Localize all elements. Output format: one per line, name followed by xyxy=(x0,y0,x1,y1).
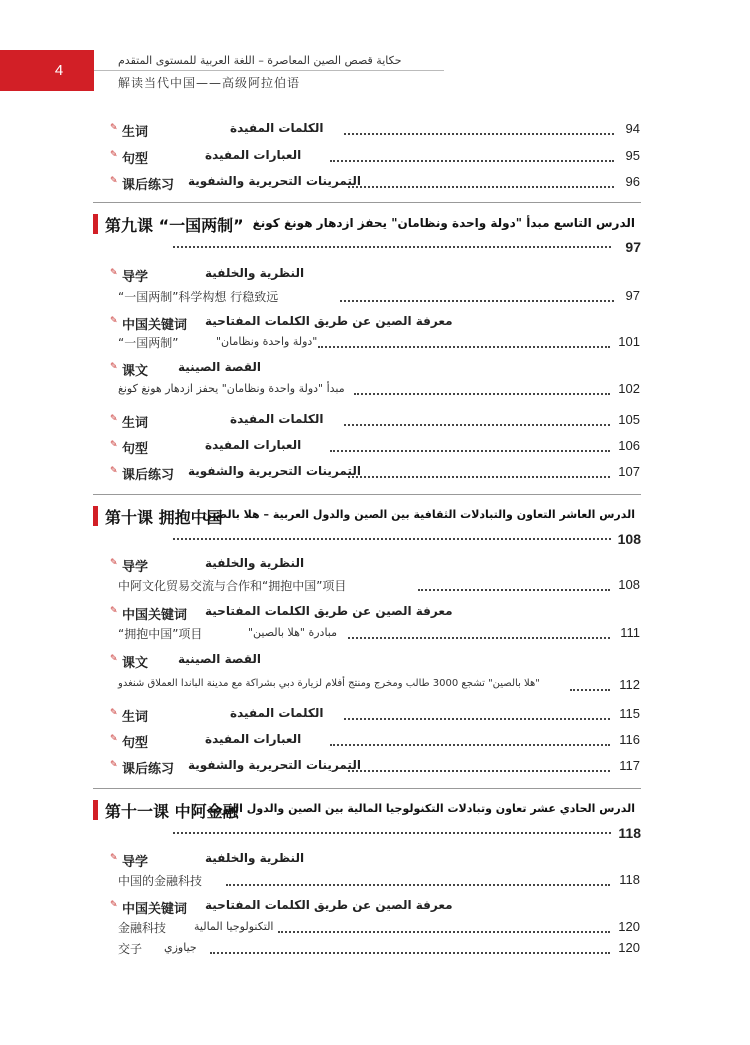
leader-dots xyxy=(340,300,614,302)
page-ref: 96 xyxy=(625,174,640,189)
header-divider xyxy=(94,70,444,71)
bullet-icon: ✎ xyxy=(110,440,118,450)
toc-row[interactable] xyxy=(110,603,640,623)
lesson-arabic-title: الدرس التاسع مبدأ "دولة واحدة ونظامان" يحفز ازدهار هونغ كونغ xyxy=(252,216,635,230)
section-zh: 课文 xyxy=(122,656,149,671)
toc-subrow[interactable] xyxy=(118,918,640,938)
leader-dots xyxy=(348,637,610,639)
entry-ar: "دولة واحدة ونظامان" xyxy=(216,335,318,348)
toc-row[interactable] xyxy=(110,757,640,777)
section-zh: 课后练习 xyxy=(122,762,175,777)
section-ar: معرفة الصين عن طريق الكلمات المفتاحية xyxy=(205,604,453,618)
toc-subrow[interactable] xyxy=(118,676,640,696)
toc-subrow[interactable] xyxy=(118,380,640,400)
section-ar: معرفة الصين عن طريق الكلمات المفتاحية xyxy=(205,314,453,328)
toc-row[interactable] xyxy=(110,705,640,725)
page-ref: 97 xyxy=(625,239,641,255)
toc-row[interactable] xyxy=(110,313,640,333)
section-ar: العبارات المفيدة xyxy=(205,438,302,452)
page-number: 4 xyxy=(54,62,64,79)
section-zh: 中国关键词 xyxy=(122,318,188,333)
section-ar: التمرينات التحريرية والشفوية xyxy=(188,758,361,772)
toc-row[interactable] xyxy=(110,850,640,870)
section-ar: النظرية والخلفية xyxy=(205,266,305,280)
leader-dots xyxy=(418,589,610,591)
section-zh: 导学 xyxy=(122,560,149,575)
lesson-title: 第九课 “一国两制” xyxy=(105,216,244,235)
page-ref: 106 xyxy=(618,438,640,453)
toc-row[interactable] xyxy=(110,120,640,140)
page-ref: 118 xyxy=(618,825,641,841)
page-ref: 108 xyxy=(618,577,640,592)
lesson-9-heading[interactable] xyxy=(93,212,641,272)
section-ar: الكلمات المفيدة xyxy=(230,412,324,426)
section-divider xyxy=(93,494,641,495)
bullet-icon: ✎ xyxy=(110,362,118,372)
leader-dots xyxy=(354,393,610,395)
page-ref: 108 xyxy=(617,531,641,547)
page-ref: 115 xyxy=(619,706,640,721)
toc-subrow[interactable] xyxy=(118,287,640,307)
section-zh: 生词 xyxy=(122,125,149,140)
page-ref: 101 xyxy=(618,334,640,349)
bullet-icon: ✎ xyxy=(110,900,118,910)
leader-dots xyxy=(173,832,611,834)
lesson-arabic-title: الدرس الحادي عشر تعاون وتبادلات التكنولوجيا المالية بين الصين والدول العربية xyxy=(206,802,635,815)
bullet-icon: ✎ xyxy=(110,853,118,863)
section-ar: معرفة الصين عن طريق الكلمات المفتاحية xyxy=(205,898,453,912)
toc-subrow[interactable] xyxy=(118,871,640,891)
section-zh: 句型 xyxy=(122,442,149,457)
entry-ar: التكنولوجيا المالية xyxy=(194,920,274,933)
leader-dots xyxy=(210,952,610,954)
leader-dots xyxy=(318,346,610,348)
toc-row[interactable] xyxy=(110,147,640,167)
section-ar: الكلمات المفيدة xyxy=(230,121,324,135)
section-ar: النظرية والخلفية xyxy=(205,851,305,865)
section-zh: 课后练习 xyxy=(122,178,175,193)
leader-dots xyxy=(344,133,614,135)
leader-dots xyxy=(570,689,610,691)
section-zh: 课后练习 xyxy=(122,468,175,483)
lesson-arabic-title: الدرس العاشر التعاون والتبادلات الثقافية بين الصين والدول العربية – هلا بالصين xyxy=(202,508,635,521)
leader-dots xyxy=(330,160,614,162)
leader-dots xyxy=(348,770,610,772)
toc-row[interactable] xyxy=(110,555,640,575)
bullet-icon: ✎ xyxy=(110,176,118,186)
section-ar: التمرينات التحريرية والشفوية xyxy=(188,464,361,478)
leader-dots xyxy=(330,450,610,452)
section-ar: التمرينات التحريرية والشفوية xyxy=(188,174,361,188)
leader-dots xyxy=(344,424,610,426)
bullet-icon: ✎ xyxy=(110,606,118,616)
toc-subrow[interactable] xyxy=(118,576,640,596)
section-ar: العبارات المفيدة xyxy=(205,148,302,162)
page-ref: 111 xyxy=(620,625,640,640)
entry-zh: 交子 xyxy=(118,942,143,956)
section-zh: 导学 xyxy=(122,270,149,285)
page-ref: 107 xyxy=(618,464,640,479)
entry-zh: 金融科技 xyxy=(118,921,167,935)
leader-dots xyxy=(278,931,610,933)
toc-subrow[interactable] xyxy=(118,939,640,959)
section-zh: 中国关键词 xyxy=(122,902,188,917)
header-arabic-title: حكاية قصص الصين المعاصرة – اللغة العربية للمستوى المتقدم xyxy=(118,54,402,67)
toc-subrow[interactable] xyxy=(118,624,640,644)
lesson-marker xyxy=(93,506,98,526)
section-ar: القصة الصينية xyxy=(178,360,261,374)
page-ref: 97 xyxy=(625,288,640,303)
section-zh: 句型 xyxy=(122,736,149,751)
toc-row[interactable] xyxy=(110,651,640,671)
bullet-icon: ✎ xyxy=(110,734,118,744)
bullet-icon: ✎ xyxy=(110,316,118,326)
bullet-icon: ✎ xyxy=(110,558,118,568)
page-ref: 117 xyxy=(619,758,640,773)
entry-ar: مبدأ "دولة واحدة ونظامان" يحفز ازدهار هونغ كونغ xyxy=(118,382,345,395)
section-divider xyxy=(93,788,641,789)
section-ar: النظرية والخلفية xyxy=(205,556,305,570)
toc-row[interactable] xyxy=(110,463,640,483)
page-ref: 102 xyxy=(618,381,640,396)
leader-dots xyxy=(173,246,611,248)
section-zh: 句型 xyxy=(122,152,149,167)
toc-row[interactable] xyxy=(110,897,640,917)
bullet-icon: ✎ xyxy=(110,466,118,476)
bullet-icon: ✎ xyxy=(110,150,118,160)
toc-row[interactable] xyxy=(110,359,640,379)
bullet-icon: ✎ xyxy=(110,123,118,133)
leader-dots xyxy=(226,884,610,886)
leader-dots xyxy=(348,186,614,188)
header-chinese-title: 解读当代中国——高级阿拉伯语 xyxy=(118,76,301,90)
leader-dots xyxy=(173,538,611,540)
bullet-icon: ✎ xyxy=(110,654,118,664)
lesson-11-heading[interactable] xyxy=(93,798,641,858)
section-zh: 导学 xyxy=(122,855,149,870)
section-ar: الكلمات المفيدة xyxy=(230,706,324,720)
toc-subrow[interactable] xyxy=(118,333,640,353)
toc-row[interactable] xyxy=(110,173,640,193)
toc-row[interactable] xyxy=(110,411,640,431)
bullet-icon: ✎ xyxy=(110,760,118,770)
entry-zh: 中阿文化贸易交流与合作和“拥抱中国”项目 xyxy=(118,579,347,593)
section-ar: العبارات المفيدة xyxy=(205,732,302,746)
leader-dots xyxy=(344,718,610,720)
entry-zh: 中国的金融科技 xyxy=(118,874,203,888)
page-ref: 120 xyxy=(618,940,640,955)
section-zh: 中国关键词 xyxy=(122,608,188,623)
page-ref: 105 xyxy=(618,412,640,427)
entry-ar: مبادرة "هلا بالصين" xyxy=(248,626,338,639)
toc-row[interactable] xyxy=(110,731,640,751)
section-zh: 生词 xyxy=(122,710,149,725)
entry-zh: “拥抱中国”项目 xyxy=(118,627,203,641)
section-zh: 生词 xyxy=(122,416,149,431)
page-ref: 95 xyxy=(625,148,640,163)
section-ar: القصة الصينية xyxy=(178,652,261,666)
bullet-icon: ✎ xyxy=(110,268,118,278)
page-ref: 120 xyxy=(618,919,640,934)
entry-zh: “一国两制” xyxy=(118,336,179,350)
lesson-marker xyxy=(93,800,98,820)
bullet-icon: ✎ xyxy=(110,414,118,424)
bullet-icon: ✎ xyxy=(110,708,118,718)
page-ref: 94 xyxy=(625,121,640,136)
section-divider xyxy=(93,202,641,203)
section-zh: 课文 xyxy=(122,364,149,379)
page-ref: 112 xyxy=(619,677,640,692)
entry-zh: “一国两制”科学构想 行稳致远 xyxy=(118,290,279,304)
page-ref: 118 xyxy=(619,872,640,887)
lesson-title: 第十一课 中阿金融 xyxy=(105,802,239,821)
entry-ar: جياوزي xyxy=(164,941,197,954)
leader-dots xyxy=(348,476,610,478)
toc-row[interactable] xyxy=(110,265,640,285)
page-ref: 116 xyxy=(619,732,640,747)
leader-dots xyxy=(330,744,610,746)
toc-row[interactable] xyxy=(110,437,640,457)
lesson-marker xyxy=(93,214,98,234)
lesson-title: 第十课 拥抱中国 xyxy=(105,508,223,527)
entry-ar: "هلا بالصين" تشجع 3000 طالب ومخرج ومنتج أفلام لزيارة دبي بشراكة مع مدينة الباندا العملاق شنغدو xyxy=(118,678,540,689)
